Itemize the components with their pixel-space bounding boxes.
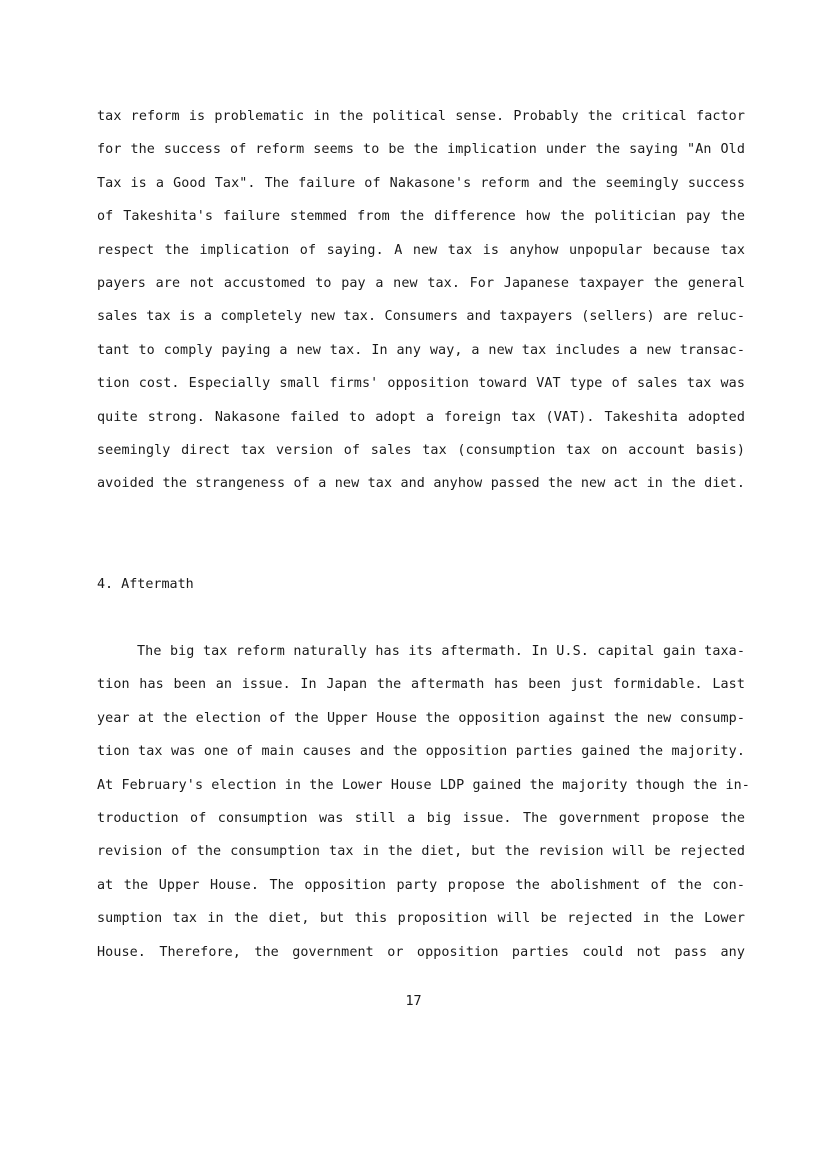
paragraph-tax-reform-politics [97, 100, 745, 501]
text-line: revision of the consumption tax in the diet, but the revision will be rejected [97, 844, 745, 860]
text-line: avoided the strangeness of a new tax and anyhow passed the new act in the diet. [97, 476, 745, 492]
paragraph-aftermath [97, 635, 750, 969]
text-line: year at the election of the Upper House the opposition against the new consump- [97, 710, 745, 726]
text-line: quite strong. Nakasone failed to adopt a foreign tax (VAT). Takeshita adopted [97, 409, 745, 425]
text-line: seemingly direct tax version of sales tax (consumption tax on account basis) [97, 442, 745, 458]
text-line: The big tax reform naturally has its aftermath. In U.S. capital gain taxa- [137, 644, 745, 659]
text-line: at the Upper House. The opposition party propose the abolishment of the con- [97, 877, 745, 893]
text-line: of Takeshita's failure stemmed from the difference how the politician pay the [97, 209, 745, 225]
text-line: tion has been an issue. In Japan the aftermath has been just formidable. Last [97, 677, 745, 693]
text-line: Tax is a Good Tax". The failure of Nakasone's reform and the seemingly success [97, 175, 745, 191]
text-line: for the success of reform seems to be the implication under the saying "An Old [97, 142, 745, 158]
text-line: House. Therefore, the government or opposition parties could not pass any [97, 944, 745, 960]
text-line: sumption tax in the diet, but this proposition will be rejected in the Lower [97, 911, 745, 927]
text-line: At February's election in the Lower House LDP gained the majority though the in- [97, 777, 750, 793]
text-line: tant to comply paying a new tax. In any way, a new tax includes a new transac- [97, 342, 745, 358]
page-number: 17 [405, 994, 422, 1009]
text-line: tion cost. Especially small firms' opposition toward VAT type of sales tax was [97, 376, 745, 392]
text-line: tax reform is problematic in the political sense. Probably the critical factor [97, 109, 745, 124]
text-line: tion tax was one of main causes and the opposition parties gained the majority. [97, 744, 745, 760]
text-line: sales tax is a completely new tax. Consumers and taxpayers (sellers) are reluc- [97, 309, 745, 325]
section-heading: 4. Aftermath [97, 577, 194, 592]
text-line: troduction of consumption was still a big issue. The government propose the [97, 810, 745, 826]
text-line: payers are not accustomed to pay a new tax. For Japanese taxpayer the general [97, 275, 745, 291]
text-line: respect the implication of saying. A new tax is anyhow unpopular because tax [97, 242, 745, 258]
